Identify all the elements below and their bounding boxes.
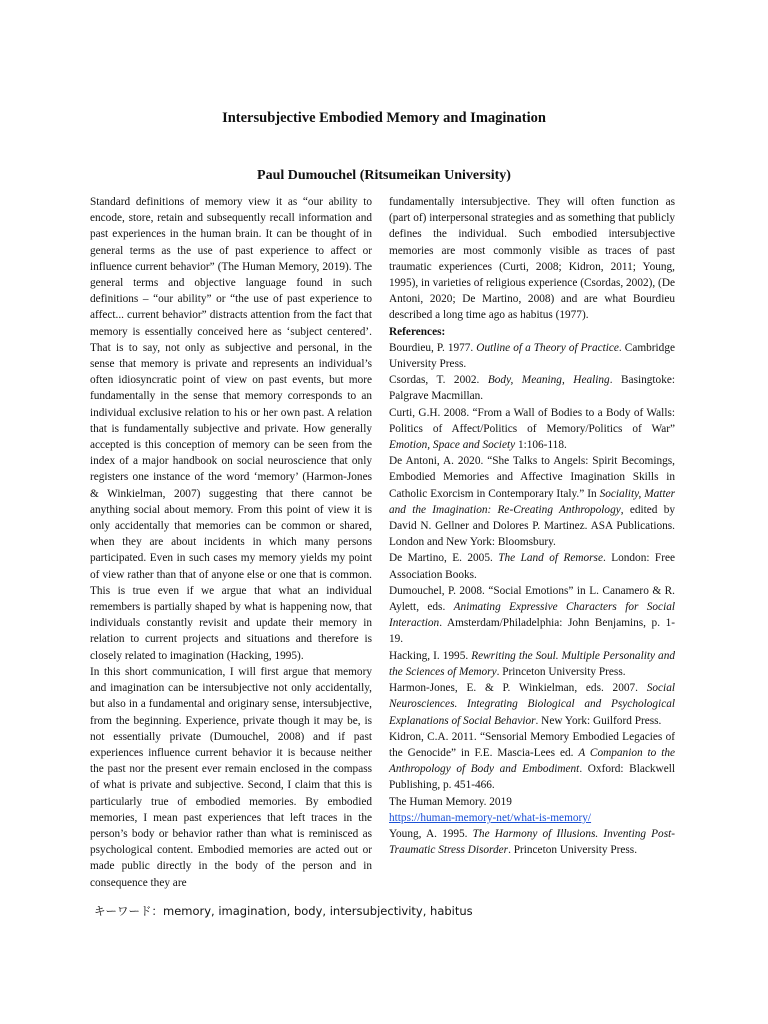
reference-title: The Land of Remorse	[498, 552, 603, 565]
reference-text: De Antoni, A. 2020. “She Talks to Angels: Spirit Becomings, Embodied Memories and Affective Imagination Skills in Catholic Exorcism in Contemporary Italy.” In	[389, 455, 675, 500]
reference-details: 1:106-118.	[515, 439, 567, 452]
reference-item	[389, 453, 675, 550]
references-heading: References:	[389, 325, 446, 338]
reference-item	[389, 729, 675, 794]
reference-title: Sociality, Matter and the Imagination: Re-Creating Anthropology	[389, 487, 675, 516]
reference-details: . Basingtoke: Palgrave Macmillan.	[389, 374, 675, 403]
reference-text: Csordas, T. 2002.	[389, 374, 488, 387]
reference-item	[389, 794, 675, 810]
reference-item	[389, 680, 675, 729]
reference-text: Curti, G.H. 2008. “From a Wall of Bodies to a Body of Walls: Politics of Affect/Politics of Memory/Politics of War”	[389, 406, 675, 435]
reference-title: Body, Meaning, Healing	[487, 374, 610, 387]
reference-details: . London: Free Association Books.	[389, 552, 675, 581]
reference-text: Harmon-Jones, E. & P. Winkielman, eds. 2007.	[389, 682, 647, 695]
reference-item	[389, 648, 675, 680]
reference-item	[389, 372, 675, 404]
body-paragraph-1: Standard definitions of memory view it as “our ability to encode, store, retain and subsequently recall information and past experiences in the human brain. It can be thought of in general terms as the use of past experience to affect or influence current behavior” (The Human Memory, 2019). The general terms and objective language found in such definitions – “our ability” or “the use of past experience to affect... current behavior” distracts attention from the fact that memory is essentially conceived here as ‘subject centered’. That is to say, not only as subjective and personal, in the sense that memory is private and represents an individual’s often idiosyncratic point of view on past events, but more fundamentally in the sense that memory corresponds to an individual exclusive relation to his or her own past. A relation that is fundamentally subjective and private. How generally accepted is this conception of memory can be seen from the index of a major handbook on social neuroscience that only registers one instance of the word ‘memory’ (Harmon-Jones & Winkielman, 2007) suggesting that there cannot be anything social about memory. From this point of view it is only accidentally that memories can be common or shared, when they are about incidents in which many persons participated. Even in such cases my memory yields my point of view rather than that of anyone else or one that is common. This is true even if we argue that what an individual remembers is partially shaped by what is happening now, that individuals constantly revisit and update their memory in relation to current projects and situations and therefore is closely related to imagination (Hacking, 1995).	[90, 196, 372, 662]
reference-details: . Princeton University Press.	[496, 665, 626, 678]
reference-text: Dumouchel, P. 2008. “Social Emotions” in L. Canamero & R. Aylett, eds.	[389, 584, 675, 614]
reference-title: Emotion, Space and Society	[389, 439, 516, 452]
reference-details: . New York: Guilford Press.	[535, 714, 662, 727]
reference-details: . Oxford: Blackwell Publishing, p. 451-466.	[389, 763, 675, 792]
reference-text: Young, A. 1995.	[389, 827, 473, 840]
reference-text: Bourdieu, P. 1977.	[389, 341, 477, 354]
reference-link[interactable]: https://human-memory-net/what-is-memory/	[389, 811, 592, 824]
reference-text: The Human Memory. 2019	[389, 795, 512, 808]
reference-title: Animating Expressive Characters for Social Interaction	[389, 601, 675, 630]
author-line: Paul Dumouchel (Ritsumeikan University)	[257, 168, 511, 183]
references-list	[389, 340, 675, 859]
reference-title: Social Neurosciences. Integrating Biological and Psychological Explanations of Social Behavior	[389, 682, 675, 727]
reference-title: Rewriting the Soul. Multiple Personality and the Sciences of Memory	[389, 649, 675, 678]
reference-title: Outline of a Theory of Practice	[476, 341, 619, 354]
reference-item	[389, 583, 675, 648]
reference-details: , edited by David N. Gellner and Dolores P. Martinez. ASA Publications. London and New York: Bloomsbury.	[389, 503, 675, 549]
reference-item	[389, 405, 675, 454]
body-paragraph-3: fundamentally intersubjective. They will often function as (part of) interpersonal strategies and as something that publicly defines the individual. Such embodied intersubjective memories are most commonly visible as traces of past traumatic experiences (Curti, 2008; Kidron, 2011; Young, 1995), in varieties of religious experience (Csordas, 2002), (De Antoni, 2020; De Martino, 2008) and are what Bourdieu described a long time ago as habitus (1977).	[389, 196, 675, 322]
body-paragraph-2: In this short communication, I will first argue that memory and imagination can be intersubjective not only accidentally, but also in a fundamental and originary sense, intersubjective, from the beginning. Experience, private though it may be, is not essentially private (Dumouchel, 2008) and if past experiences influence current behavior it is because neither the past nor the present ever remain enclosed in the compass of what is private and subjective. Second, I claim that this is particularly true of embodied memories. By embodied memories, I mean past experiences that left traces in the person’s body or behavior rather than what is reminisced as psychological content. Embodied memories are acted out or made public directly in the body of the person and in consequence they are	[90, 665, 372, 889]
reference-details: . Cambridge University Press.	[389, 341, 675, 371]
reference-title: A Companion to the Anthropology of Body and Embodiment	[389, 746, 675, 776]
reference-item	[389, 340, 675, 372]
reference-item	[389, 826, 675, 858]
reference-text: De Martino, E. 2005.	[389, 552, 499, 565]
keywords-line: キーワード：memory, imagination, body, intersubjectivity, habitus	[94, 904, 473, 918]
reference-title: The Harmony of Illusions. Inventing Post-Traumatic Stress Disorder	[389, 827, 675, 857]
reference-item	[389, 550, 675, 582]
reference-item	[389, 810, 675, 826]
reference-text: Hacking, I. 1995.	[389, 649, 472, 662]
body-left-column	[90, 194, 372, 891]
paper-title: Intersubjective Embodied Memory and Imagination	[222, 110, 546, 126]
reference-text: Kidron, C.A. 2011. “Sensorial Memory Embodied Legacies of the Genocide” in F.E. Mascia-Lees ed.	[389, 730, 675, 759]
reference-details: . Amsterdam/Philadelphia: John Benjamins, p. 1-19.	[389, 617, 675, 646]
reference-details: . Princeton University Press.	[508, 844, 638, 857]
body-right-column	[389, 194, 675, 858]
